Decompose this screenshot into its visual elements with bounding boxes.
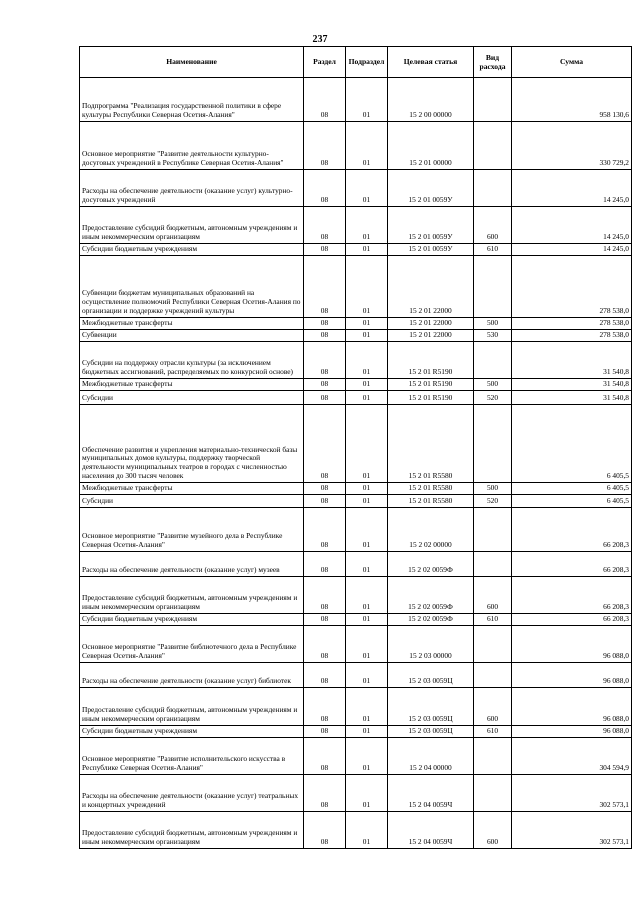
row-target-cell: 15 2 01 R5190 — [388, 379, 474, 391]
row-amount-cell: 96 088,0 — [512, 663, 632, 688]
row-name-cell: Межбюджетные трансферты — [80, 318, 304, 330]
row-subsection-cell: 01 — [346, 688, 388, 726]
table-row — [80, 379, 632, 391]
table-header-row — [80, 47, 632, 78]
row-name-cell: Основное мероприятие "Развитие библиотечного дела в Республике Северная Осетия-Алания" — [80, 626, 304, 663]
row-amount-cell: 302 573,1 — [512, 812, 632, 849]
table-row — [80, 738, 632, 775]
table-row — [80, 122, 632, 170]
table-row — [80, 775, 632, 812]
row-section-cell: 08 — [304, 170, 346, 207]
row-type-cell: 610 — [474, 614, 512, 626]
row-amount-cell: 66 208,3 — [512, 577, 632, 614]
table-row — [80, 688, 632, 726]
table-row — [80, 726, 632, 738]
row-amount-cell: 6 405,5 — [512, 483, 632, 495]
row-section-cell: 08 — [304, 577, 346, 614]
column-header-section: Раздел — [304, 47, 346, 78]
row-subsection-cell: 01 — [346, 775, 388, 812]
row-target-cell: 15 2 04 0059Ч — [388, 812, 474, 849]
row-target-cell: 15 2 01 R5580 — [388, 405, 474, 483]
row-subsection-cell: 01 — [346, 614, 388, 626]
row-section-cell: 08 — [304, 508, 346, 552]
row-subsection-cell: 01 — [346, 170, 388, 207]
table-row — [80, 330, 632, 342]
table-row — [80, 207, 632, 244]
row-type-cell: 600 — [474, 812, 512, 849]
row-subsection-cell: 01 — [346, 379, 388, 391]
row-subsection-cell: 01 — [346, 483, 388, 495]
table-row — [80, 663, 632, 688]
row-subsection-cell: 01 — [346, 812, 388, 849]
row-section-cell: 08 — [304, 663, 346, 688]
table-body — [80, 78, 632, 849]
row-name-cell: Основное мероприятие "Развитие исполнительского искусства в Республике Северная Осетия-Алания" — [80, 738, 304, 775]
row-type-cell — [474, 342, 512, 379]
row-subsection-cell: 01 — [346, 318, 388, 330]
row-amount-cell: 958 130,6 — [512, 78, 632, 122]
row-section-cell: 08 — [304, 626, 346, 663]
row-amount-cell: 302 573,1 — [512, 775, 632, 812]
row-section-cell: 08 — [304, 483, 346, 495]
row-target-cell: 15 2 03 0059Ц — [388, 688, 474, 726]
table-row — [80, 508, 632, 552]
row-section-cell: 08 — [304, 342, 346, 379]
row-type-cell — [474, 552, 512, 577]
row-section-cell: 08 — [304, 738, 346, 775]
column-header-target: Целевая статья — [388, 47, 474, 78]
row-type-cell: 500 — [474, 379, 512, 391]
table-row — [80, 577, 632, 614]
column-header-amount: Сумма — [512, 47, 632, 78]
row-subsection-cell: 01 — [346, 626, 388, 663]
row-amount-cell: 304 594,9 — [512, 738, 632, 775]
table-row — [80, 342, 632, 379]
row-section-cell: 08 — [304, 812, 346, 849]
column-header-type: Вид расхода — [474, 47, 512, 78]
row-subsection-cell: 01 — [346, 244, 388, 256]
row-type-cell — [474, 775, 512, 812]
row-subsection-cell: 01 — [346, 207, 388, 244]
table-row — [80, 552, 632, 577]
row-amount-cell: 14 245,0 — [512, 207, 632, 244]
row-type-cell: 530 — [474, 330, 512, 342]
row-type-cell: 600 — [474, 577, 512, 614]
row-type-cell — [474, 626, 512, 663]
row-subsection-cell: 01 — [346, 256, 388, 318]
row-target-cell: 15 2 01 0059У — [388, 244, 474, 256]
table-row — [80, 405, 632, 483]
row-type-cell — [474, 663, 512, 688]
row-name-cell: Субсидии бюджетным учреждениям — [80, 726, 304, 738]
row-target-cell: 15 2 02 0059Ф — [388, 577, 474, 614]
row-type-cell — [474, 78, 512, 122]
row-name-cell: Расходы на обеспечение деятельности (оказание услуг) музеев — [80, 552, 304, 577]
table-row — [80, 626, 632, 663]
column-header-subsection: Подраздел — [346, 47, 388, 78]
column-header-name: Наименование — [80, 47, 304, 78]
row-name-cell: Субсидии — [80, 495, 304, 508]
row-amount-cell: 66 208,3 — [512, 614, 632, 626]
row-name-cell: Субсидии бюджетным учреждениям — [80, 244, 304, 256]
row-amount-cell: 96 088,0 — [512, 688, 632, 726]
table-row — [80, 78, 632, 122]
row-amount-cell: 278 538,0 — [512, 330, 632, 342]
row-amount-cell: 278 538,0 — [512, 256, 632, 318]
page-number: 237 — [312, 34, 328, 45]
row-target-cell: 15 2 01 R5580 — [388, 483, 474, 495]
table-row — [80, 256, 632, 318]
table-row — [80, 495, 632, 508]
row-subsection-cell: 01 — [346, 577, 388, 614]
row-amount-cell: 330 729,2 — [512, 122, 632, 170]
row-type-cell — [474, 122, 512, 170]
table-row — [80, 812, 632, 849]
row-amount-cell: 6 405,5 — [512, 495, 632, 508]
table-row — [80, 244, 632, 256]
row-name-cell: Предоставление субсидий бюджетным, автономным учреждениям и иным некоммерческим организациям — [80, 207, 304, 244]
row-target-cell: 15 2 01 22000 — [388, 318, 474, 330]
row-target-cell: 15 2 01 00000 — [388, 122, 474, 170]
row-section-cell: 08 — [304, 122, 346, 170]
row-name-cell: Расходы на обеспечение деятельности (оказание услуг) культурно-досуговых учреждений — [80, 170, 304, 207]
row-subsection-cell: 01 — [346, 122, 388, 170]
row-subsection-cell: 01 — [346, 508, 388, 552]
row-subsection-cell: 01 — [346, 391, 388, 405]
row-type-cell — [474, 738, 512, 775]
row-name-cell: Обеспечение развития и укрепления материально-технической базы муниципальных домов культуры, поддержку творческой деятельности муниципальных театров в городах с численностью населения до 300 тысяч человек — [80, 405, 304, 483]
row-target-cell: 15 2 01 22000 — [388, 330, 474, 342]
row-target-cell: 15 2 01 R5580 — [388, 495, 474, 508]
row-amount-cell: 96 088,0 — [512, 626, 632, 663]
row-section-cell: 08 — [304, 379, 346, 391]
row-name-cell: Расходы на обеспечение деятельности (оказание услуг) библиотек — [80, 663, 304, 688]
row-section-cell: 08 — [304, 614, 346, 626]
row-section-cell: 08 — [304, 318, 346, 330]
row-amount-cell: 66 208,3 — [512, 508, 632, 552]
row-name-cell: Субвенции — [80, 330, 304, 342]
row-target-cell: 15 2 01 22000 — [388, 256, 474, 318]
row-name-cell: Субсидии — [80, 391, 304, 405]
row-target-cell: 15 2 01 R5190 — [388, 391, 474, 405]
row-section-cell: 08 — [304, 688, 346, 726]
row-type-cell: 600 — [474, 688, 512, 726]
row-section-cell: 08 — [304, 495, 346, 508]
row-amount-cell: 14 245,0 — [512, 170, 632, 207]
row-target-cell: 15 2 01 0059У — [388, 170, 474, 207]
row-subsection-cell: 01 — [346, 405, 388, 483]
row-amount-cell: 6 405,5 — [512, 405, 632, 483]
row-name-cell: Предоставление субсидий бюджетным, автономным учреждениям и иным некоммерческим организациям — [80, 577, 304, 614]
row-name-cell: Субсидии на поддержку отрасли культуры (за исключением бюджетных ассигнований, распределяемых по конкурсной основе) — [80, 342, 304, 379]
row-section-cell: 08 — [304, 552, 346, 577]
row-target-cell: 15 2 01 0059У — [388, 207, 474, 244]
row-target-cell: 15 2 02 0059Ф — [388, 552, 474, 577]
row-amount-cell: 14 245,0 — [512, 244, 632, 256]
row-section-cell: 08 — [304, 78, 346, 122]
row-target-cell: 15 2 03 00000 — [388, 626, 474, 663]
row-subsection-cell: 01 — [346, 663, 388, 688]
row-section-cell: 08 — [304, 391, 346, 405]
row-section-cell: 08 — [304, 726, 346, 738]
row-section-cell: 08 — [304, 405, 346, 483]
row-name-cell: Субсидии бюджетным учреждениям — [80, 614, 304, 626]
table-row — [80, 614, 632, 626]
row-amount-cell: 96 088,0 — [512, 726, 632, 738]
row-name-cell: Основное мероприятие "Развитие музейного дела в Республике Северная Осетия-Алания" — [80, 508, 304, 552]
row-subsection-cell: 01 — [346, 726, 388, 738]
row-type-cell — [474, 256, 512, 318]
row-name-cell: Субвенции бюджетам муниципальных образований на осуществление полномочий Республики Северная Осетия-Алания по организации и поддержке учреждений культуры — [80, 256, 304, 318]
row-type-cell: 500 — [474, 318, 512, 330]
row-type-cell — [474, 405, 512, 483]
row-section-cell: 08 — [304, 775, 346, 812]
row-target-cell: 15 2 00 00000 — [388, 78, 474, 122]
row-section-cell: 08 — [304, 207, 346, 244]
row-name-cell: Предоставление субсидий бюджетным, автономным учреждениям и иным некоммерческим организациям — [80, 812, 304, 849]
row-type-cell: 600 — [474, 207, 512, 244]
row-subsection-cell: 01 — [346, 738, 388, 775]
table-row — [80, 318, 632, 330]
row-amount-cell: 31 540,8 — [512, 379, 632, 391]
row-subsection-cell: 01 — [346, 552, 388, 577]
row-subsection-cell: 01 — [346, 330, 388, 342]
row-type-cell: 500 — [474, 483, 512, 495]
table-row — [80, 391, 632, 405]
row-target-cell: 15 2 03 0059Ц — [388, 726, 474, 738]
row-type-cell: 520 — [474, 391, 512, 405]
row-type-cell — [474, 170, 512, 207]
row-target-cell: 15 2 04 00000 — [388, 738, 474, 775]
row-section-cell: 08 — [304, 330, 346, 342]
row-subsection-cell: 01 — [346, 495, 388, 508]
row-name-cell: Межбюджетные трансферты — [80, 379, 304, 391]
row-name-cell: Предоставление субсидий бюджетным, автономным учреждениям и иным некоммерческим организациям — [80, 688, 304, 726]
table-row — [80, 483, 632, 495]
row-target-cell: 15 2 04 0059Ч — [388, 775, 474, 812]
row-name-cell: Основное мероприятие "Развитие деятельности культурно-досуговых учреждений в Республике Северная Осетия-Алания" — [80, 122, 304, 170]
row-target-cell: 15 2 03 0059Ц — [388, 663, 474, 688]
row-name-cell: Межбюджетные трансферты — [80, 483, 304, 495]
row-name-cell: Расходы на обеспечение деятельности (оказание услуг) театральных и концертных учреждений — [80, 775, 304, 812]
row-type-cell: 610 — [474, 244, 512, 256]
row-amount-cell: 66 208,3 — [512, 552, 632, 577]
row-type-cell: 610 — [474, 726, 512, 738]
row-section-cell: 08 — [304, 256, 346, 318]
row-name-cell: Подпрограмма "Реализация государственной политики в сфере культуры Республики Северная Осетия-Алания" — [80, 78, 304, 122]
row-target-cell: 15 2 02 0059Ф — [388, 614, 474, 626]
row-amount-cell: 31 540,8 — [512, 342, 632, 379]
row-subsection-cell: 01 — [346, 78, 388, 122]
table-row — [80, 170, 632, 207]
budget-table — [79, 46, 632, 849]
row-type-cell: 520 — [474, 495, 512, 508]
row-subsection-cell: 01 — [346, 342, 388, 379]
row-target-cell: 15 2 01 R5190 — [388, 342, 474, 379]
row-type-cell — [474, 508, 512, 552]
row-section-cell: 08 — [304, 244, 346, 256]
row-target-cell: 15 2 02 00000 — [388, 508, 474, 552]
row-amount-cell: 31 540,8 — [512, 391, 632, 405]
row-amount-cell: 278 538,0 — [512, 318, 632, 330]
